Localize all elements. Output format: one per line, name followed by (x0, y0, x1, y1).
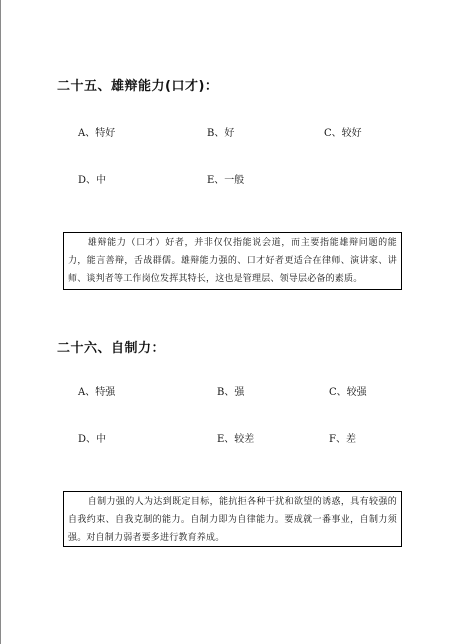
option-25-d[interactable]: D、中 (78, 175, 107, 186)
section-25-title: 二十五、雄辩能力(口才)： (57, 79, 219, 94)
section-26-title: 二十六、自制力： (57, 341, 166, 356)
option-26-b[interactable]: B、强 (217, 387, 245, 398)
option-25-b[interactable]: B、好 (207, 128, 235, 139)
option-25-c[interactable]: C、较好 (324, 128, 362, 139)
section-25-note-text: 雄辩能力（口才）好者，并非仅仅指能说会道，而主要指能雄辩问题的能力，能言善辩，舌战群儒。雄辩能力强的、口才好者更适合在律师、演讲家、讲师、谈判者等工作岗位发挥其特长，这也是管理层、领导层必备的素质。 (68, 238, 397, 284)
section-25-note-box (63, 232, 402, 290)
page-left-edge (0, 0, 1, 644)
option-26-c[interactable]: C、较强 (329, 387, 367, 398)
option-26-d[interactable]: D、中 (78, 434, 107, 445)
section-26-note-text: 自制力强的人为达到既定目标，能抗拒各种干扰和欲望的诱惑，具有较强的自我约束、自我克制的能力。自制力即为自律能力。要成就一番事业，自制力须强。对自制力弱者要多进行教育养成。 (68, 497, 397, 543)
option-26-f[interactable]: F、差 (329, 434, 356, 445)
option-26-a[interactable]: A、特强 (78, 387, 116, 398)
option-25-a[interactable]: A、特好 (78, 128, 116, 139)
option-26-e[interactable]: E、较差 (217, 434, 255, 445)
section-26-note-box (63, 491, 402, 547)
option-25-e[interactable]: E、一般 (207, 175, 245, 186)
